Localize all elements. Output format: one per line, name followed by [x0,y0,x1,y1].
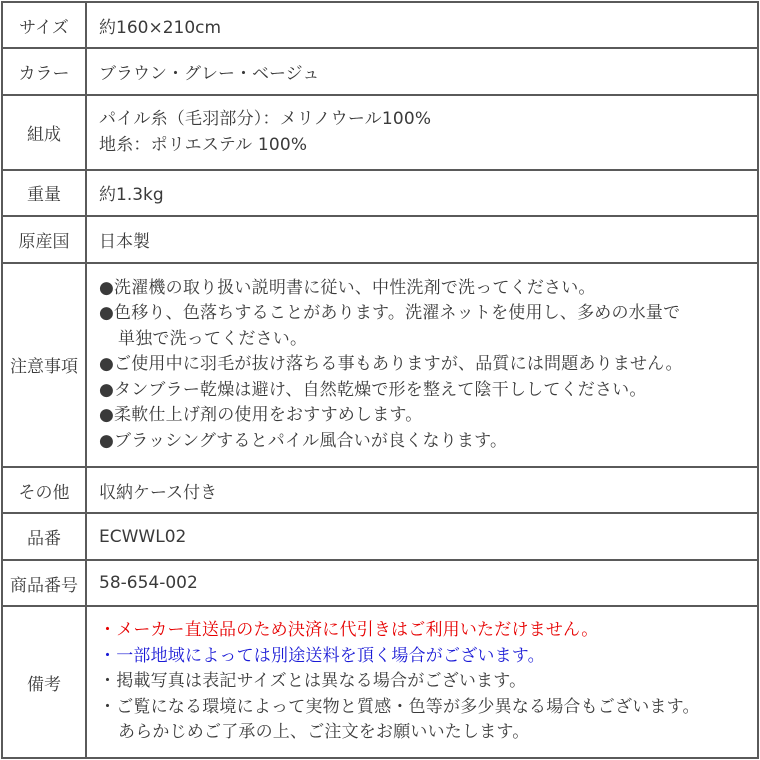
spec-row-origin [2,216,758,262]
spec-value-model-number: ECWWL02 [86,513,758,559]
remarks-line-color-diff: ・ご覧になる環境によって実物と質感・色等が多少異なる場合もございます。 [99,696,700,717]
composition-line-base: 地糸：ポリエステル 100% [99,135,308,156]
caution-line-7: ●ブラッシングするとパイル風合いが良くなります。 [99,430,508,451]
spec-row-other [2,467,758,513]
remarks-line-acknowledge: あらかじめご了承の上、ご注文をお願いいたします。 [118,722,530,743]
product-spec-table [1,1,759,759]
spec-label-product-code: 商品番号 [2,560,86,606]
spec-label-size: サイズ [2,2,86,48]
caution-line-6: ●柔軟仕上げ剤の使用をおすすめします。 [99,405,423,426]
spec-value-remarks [86,606,758,758]
spec-value-size: 約160×210cm [86,2,758,48]
spec-row-caution [2,263,758,467]
spec-label-weight: 重量 [2,170,86,216]
caution-line-3: 単独で洗ってください。 [118,328,308,349]
spec-label-remarks: 備考 [2,606,86,758]
spec-value-other: 収納ケース付き [86,467,758,513]
composition-line-pile: パイル糸（毛羽部分）：メリノウール100% [99,109,432,130]
caution-line-1: ●洗濯機の取り扱い説明書に従い、中性洗剤で洗ってください。 [99,277,596,298]
spec-label-other: その他 [2,467,86,513]
spec-row-weight [2,170,758,216]
remarks-line-photo-size: ・掲載写真は表記サイズとは異なる場合がございます。 [99,671,527,692]
spec-row-color [2,48,758,94]
spec-row-product-code [2,560,758,606]
caution-line-4: ●ご使用中に羽毛が抜け落ちる事もありますが、品質には問題ありません。 [99,354,683,375]
remarks-line-no-cod: ・メーカー直送品のため決済に代引きはご利用いただけません。 [99,620,599,641]
spec-value-origin: 日本製 [86,216,758,262]
spec-row-size [2,2,758,48]
spec-value-product-code: 58-654-002 [86,560,758,606]
spec-label-caution: 注意事項 [2,263,86,467]
caution-line-2: ●色移り、色落ちすることがあります。洗濯ネットを使用し、多めの水量で [99,303,681,324]
spec-value-weight: 約1.3kg [86,170,758,216]
spec-label-color: カラー [2,48,86,94]
spec-label-model-number: 品番 [2,513,86,559]
spec-value-color: ブラウン・グレー・ベージュ [86,48,758,94]
spec-row-composition [2,95,758,170]
remarks-line-shipping: ・一部地域によっては別途送料を頂く場合がございます。 [99,645,545,666]
spec-label-composition: 組成 [2,95,86,170]
spec-value-caution [86,263,758,467]
spec-row-model-number [2,513,758,559]
caution-line-5: ●タンブラー乾燥は避け、自然乾燥で形を整えて陰干ししてください。 [99,379,647,400]
spec-value-composition [86,95,758,170]
spec-label-origin: 原産国 [2,216,86,262]
spec-row-remarks [2,606,758,758]
